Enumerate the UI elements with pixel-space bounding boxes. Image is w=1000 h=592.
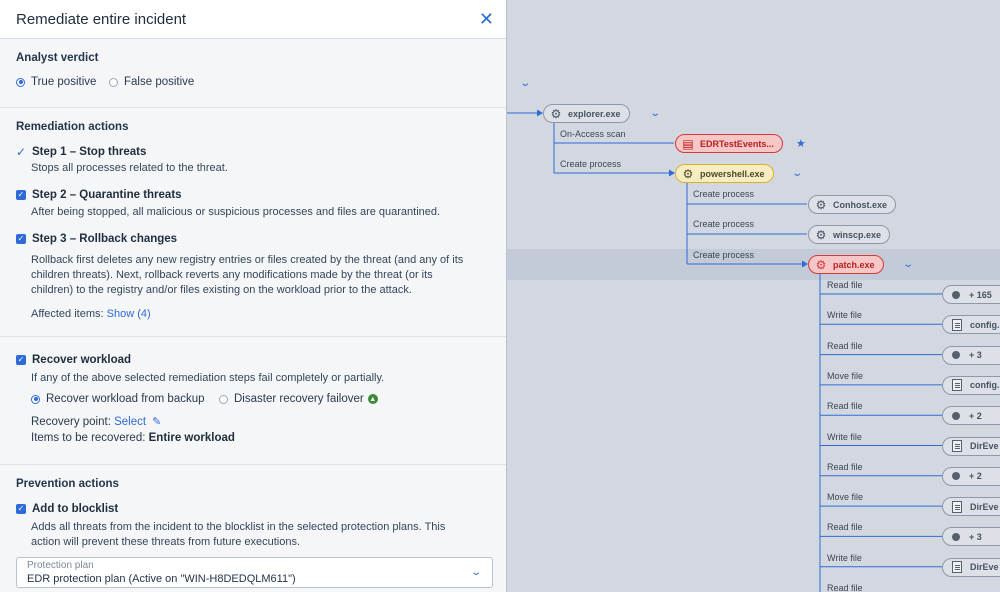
edge-label-createprocess-1: Create process (560, 159, 622, 169)
edge-label-createprocess-2: Create process (693, 189, 755, 199)
event-count-pill[interactable]: + 3 (942, 346, 1000, 365)
recover-from-backup-option[interactable]: Recover workload from backup (31, 393, 205, 405)
event-label: Read file (827, 522, 863, 533)
show-affected-items-link[interactable]: Show (4) (106, 308, 151, 320)
event-file-pill[interactable]: DirEve (942, 437, 1000, 456)
event-file-pill[interactable]: config. (942, 315, 1000, 334)
step1-row: ✓ Step 1 – Stop threats (16, 145, 147, 159)
pencil-icon[interactable]: ✎ (152, 416, 162, 428)
analyst-verdict-section (0, 39, 506, 108)
event-label: Move file (827, 370, 864, 381)
protection-plan-value: EDR protection plan (Active on "WIN-H8DEDQLM611") (27, 573, 296, 585)
event-label: Read file (827, 280, 863, 290)
analyst-verdict-title: Analyst verdict (16, 52, 99, 64)
radio-empty-icon (219, 395, 228, 404)
event-file-pill[interactable]: DirEve (942, 558, 1000, 577)
file-icon (952, 440, 962, 452)
checkbox-checked-icon: ✓ (17, 234, 25, 243)
star-icon[interactable]: ★ (796, 138, 806, 150)
edge-label-onaccess: On-Access scan (560, 129, 626, 139)
checkbox-checked-icon: ✓ (17, 190, 25, 199)
blocklist-desc-line2: action will prevent these threats from future executions. (31, 536, 301, 548)
event-count-pill[interactable]: + 2 (942, 467, 1000, 486)
step3-desc-line2: children threats). Next, rollback reverts any modifications made by the threat (or its (31, 269, 433, 281)
recovery-point-select-link[interactable]: Select (114, 415, 147, 428)
node-explorer[interactable]: ⚙ explorer.exe (543, 104, 630, 123)
node-winscp[interactable]: ⚙ winscp.exe (808, 225, 890, 244)
verdict-false-positive[interactable]: False positive (109, 76, 194, 88)
disaster-recovery-option[interactable]: Disaster recovery failover ▲ (219, 393, 378, 405)
gear-icon: ⚙ (550, 106, 562, 121)
event-label: Write file (827, 310, 862, 321)
event-label: Read file (827, 340, 863, 351)
file-icon (952, 319, 962, 331)
document-icon: ▤ (682, 136, 694, 151)
protection-plan-select[interactable] (16, 557, 493, 588)
gear-icon: ⚙ (815, 227, 827, 242)
edge-label-createprocess-3: Create process (693, 219, 755, 229)
dot-icon (952, 291, 960, 299)
verdict-true-positive[interactable]: True positive (16, 76, 96, 88)
powershell-expand-chevron-icon[interactable]: ⌄ (791, 168, 804, 179)
recover-workload-checkbox[interactable]: ✓ Recover workload (17, 354, 132, 366)
step1-desc: Stops all processes related to the threat. (31, 162, 228, 174)
node-patch[interactable]: ⚙ patch.exe (808, 255, 884, 274)
event-label: Write file (827, 552, 862, 563)
gear-icon: ⚙ (815, 197, 827, 212)
step3-desc-line1: Rollback first deletes any new registry entries or files created by the threat (and any of its (31, 254, 464, 266)
remediation-actions-title: Remediation actions (16, 121, 129, 133)
node-edrtest[interactable]: ▤ EDRTestEvents... (675, 134, 783, 153)
event-file-pill[interactable]: DirEve (942, 497, 1000, 516)
radio-selected-icon (16, 78, 25, 87)
edge-label-createprocess-4: Create process (693, 250, 755, 260)
radio-selected-icon (31, 395, 40, 404)
close-icon[interactable]: ✕ (478, 9, 494, 29)
step3-checkbox[interactable]: ✓ Step 3 – Rollback changes (17, 233, 178, 245)
affected-items: Affected items: Show (4) (31, 308, 151, 320)
remediation-actions-section (0, 108, 506, 337)
checkbox-checked-icon: ✓ (17, 355, 25, 364)
patch-expand-chevron-icon[interactable]: ⌄ (902, 259, 915, 270)
event-file-pill[interactable]: config. (942, 376, 1000, 395)
upgrade-arrow-icon: ▲ (369, 395, 377, 403)
panel-header (0, 0, 506, 39)
step3-desc-line3: children) to the registry and/or files existing on the workload prior to the attack. (31, 284, 412, 296)
recovery-point-row: Recovery point: Select ✎ (31, 415, 162, 428)
prevention-actions-title: Prevention actions (16, 478, 119, 490)
step2-desc: After being stopped, all malicious or suspicious processes and files are quarantined. (31, 206, 441, 218)
expand-chevron-icon[interactable]: ⌄ (519, 78, 532, 89)
event-label: Write file (827, 431, 862, 442)
event-label: Move file (827, 492, 864, 503)
dot-icon (952, 533, 960, 541)
checkbox-checked-icon: ✓ (17, 504, 25, 513)
blocklist-desc-line1: Adds all threats from the incident to the blocklist in the selected protection plans. This (31, 521, 446, 533)
event-count-pill[interactable]: + 3 (942, 527, 1000, 546)
panel-title: Remediate entire incident (16, 10, 187, 28)
incident-graph[interactable] (507, 0, 1000, 592)
recover-workload-section (0, 337, 506, 465)
event-count-pill[interactable]: + 2 (942, 406, 1000, 425)
event-label: Read file (827, 583, 863, 592)
checkmark-icon: ✓ (16, 145, 27, 159)
explorer-expand-chevron-icon[interactable]: ⌄ (649, 108, 662, 119)
event-count-pill[interactable]: + 165 (942, 285, 1000, 304)
items-to-recover-row: Items to be recovered: Entire workload (31, 432, 235, 444)
file-icon (952, 501, 962, 513)
file-icon (952, 379, 962, 391)
event-label: Read file (827, 401, 863, 412)
graph-connectors (507, 0, 1000, 592)
event-label: Read file (827, 461, 863, 472)
add-to-blocklist-checkbox[interactable]: ✓ Add to blocklist (17, 503, 119, 515)
recover-workload-desc: If any of the above selected remediation steps fail completely or partially. (31, 372, 385, 384)
node-powershell[interactable]: ⚙ powershell.exe (675, 164, 774, 183)
node-conhost[interactable]: ⚙ Conhost.exe (808, 195, 896, 214)
gear-icon: ⚙ (815, 257, 827, 272)
gear-icon: ⚙ (682, 166, 694, 181)
dot-icon (952, 351, 960, 359)
dot-icon (952, 472, 960, 480)
step2-checkbox[interactable]: ✓ Step 2 – Quarantine threats (17, 189, 182, 201)
chevron-down-icon: ⌄ (469, 567, 482, 578)
file-icon (952, 561, 962, 573)
protection-plan-label: Protection plan (27, 560, 94, 571)
dot-icon (952, 412, 960, 420)
radio-empty-icon (109, 78, 118, 87)
